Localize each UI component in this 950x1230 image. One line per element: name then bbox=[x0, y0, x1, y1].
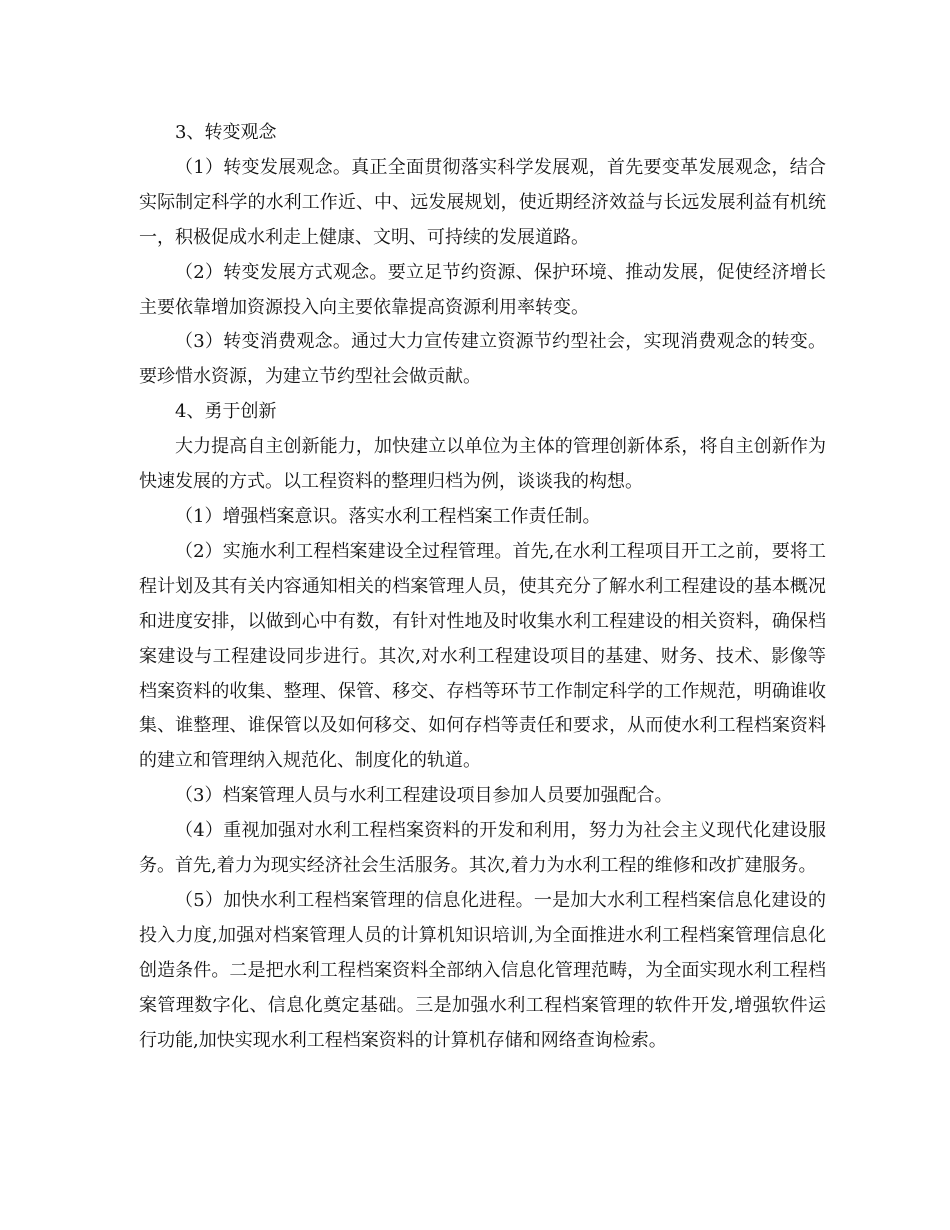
paragraph-development-concept: （1）转变发展观念。真正全面贯彻落实科学发展观，首先要变革发展观念，结合实际制定科学的水利工作近、中、远发展规划，使近期经济效益与长远发展利益有机统一，积极促成水利走上健康、文明、可持续的发展道路。 bbox=[139, 156, 826, 248]
paragraph-cooperation: （3）档案管理人员与水利工程建设项目参加人员要加强配合。 bbox=[175, 785, 673, 807]
section-heading-innovation: 4、勇于创新 bbox=[175, 401, 277, 423]
paragraph-consumption-concept: （3）转变消费观念。通过大力宣传建立资源节约型社会，实现消费观念的转变。要珍惜水资源，为建立节约型社会做贡献。 bbox=[139, 331, 826, 388]
paragraph-process-management: （2）实施水利工程档案建设全过程管理。首先,在水利工程项目开工之前，要将工程计划及其有关内容通知相关的档案管理人员，使其充分了解水利工程建设的基本概况和进度安排，以做到心中有数，有针对性地及时收集水利工程建设的相关资料，确保档案建设与工程建设同步进行。其次,对水利工程建设项目的基建、财务、技术、影像等档案资料的收集、整理、保管、移交、存档等环节工作制定科学的工作规范，明确谁收集、谁整理、谁保管以及如何移交、如何存档等责任和要求，从而使水利工程档案资料的建立和管理纳入规范化、制度化的轨道。 bbox=[139, 540, 826, 772]
paragraph-innovation-intro: 大力提高自主创新能力，加快建立以单位为主体的管理创新体系，将自主创新作为快速发展的方式。以工程资料的整理归档为例，谈谈我的构想。 bbox=[139, 436, 826, 493]
document-body bbox=[139, 116, 826, 1058]
paragraph-development-use: （4）重视加强对水利工程档案资料的开发和利用，努力为社会主义现代化建设服务。首先,着力为现实经济社会生活服务。其次,着力为水利工程的维修和改扩建服务。 bbox=[139, 820, 826, 877]
section-heading-change-concepts: 3、转变观念 bbox=[175, 122, 277, 143]
paragraph-informatization: （5）加快水利工程档案管理的信息化进程。一是加大水利工程档案信息化建设的投入力度,加强对档案管理人员的计算机知识培训,为全面推进水利工程档案管理信息化创造条件。二是把水利工程档案资料全部纳入信息化管理范畴，为全面实现水利工程档案管理数字化、信息化奠定基础。三是加强水利工程档案管理的软件开发,增强软件运行功能,加快实现水利工程档案资料的计算机存储和网络查询检索。 bbox=[139, 889, 826, 1051]
paragraph-development-mode: （2）转变发展方式观念。要立足节约资源、保护环境、推动发展，促使经济增长主要依靠增加资源投入向主要依靠提高资源利用率转变。 bbox=[139, 261, 826, 318]
paragraph-archive-awareness: （1）增强档案意识。落实水利工程档案工作责任制。 bbox=[175, 505, 601, 527]
